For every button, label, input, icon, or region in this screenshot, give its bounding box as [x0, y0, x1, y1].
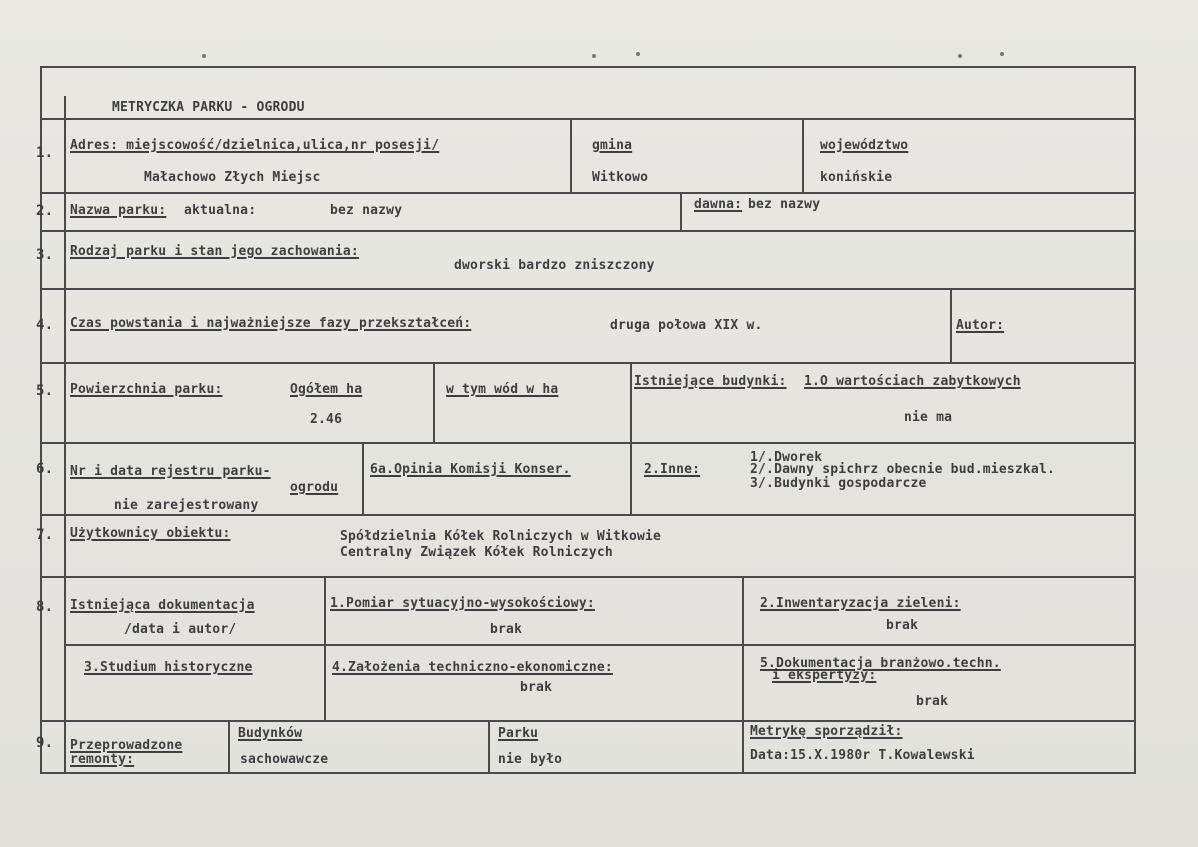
- park-area-label: Powierzchnia parku:: [70, 382, 223, 397]
- register-label-line2: ogrodu: [290, 480, 339, 495]
- wojewodztwo-label: województwo: [820, 138, 909, 153]
- technical-assumptions-value: brak: [520, 680, 553, 695]
- park-name-label: Nazwa parku:: [70, 203, 167, 218]
- survey-value: brak: [490, 622, 523, 637]
- register-label-line1: Nr i data rejestru parku-: [70, 464, 271, 479]
- documentation-label-line2: /data i autor/: [124, 622, 237, 637]
- buildings-repairs-value: sachowawcze: [240, 752, 329, 767]
- repairs-label-line1: Przeprowadzone: [70, 738, 183, 753]
- form-title: METRYCZKA PARKU - OGRODU: [112, 100, 305, 115]
- buildings-heritage-value: nie ma: [904, 410, 953, 425]
- form-table: [36, 66, 1136, 774]
- row-number: 2.: [36, 203, 54, 219]
- creation-time-value: druga połowa XIX w.: [610, 318, 763, 333]
- conservator-opinion-label: 6a.Opinia Komisji Konser.: [370, 462, 571, 477]
- branch-documentation-label-line2: i ekspertyzy:: [772, 668, 877, 683]
- row-number: 7.: [36, 527, 54, 543]
- row-number: 9.: [36, 735, 54, 751]
- repairs-label-line2: remonty:: [70, 752, 135, 767]
- row-number: 5.: [36, 383, 54, 399]
- row-number: 4.: [36, 317, 54, 333]
- users-value-line1: Spółdzielnia Kółek Rolniczych w Witkowie: [340, 529, 662, 544]
- punch-mark: [202, 54, 206, 58]
- park-name-current-label: aktualna:: [184, 203, 257, 218]
- other-buildings-label: 2.Inne:: [644, 462, 701, 477]
- greenery-inventory-value: brak: [886, 618, 919, 633]
- row-number: 3.: [36, 247, 54, 263]
- branch-documentation-label-line1: 5.Dokumentacja branżowo.techn.: [760, 656, 1001, 671]
- creation-time-label: Czas powstania i najważniejsze fazy przekształceń:: [70, 316, 472, 331]
- register-value: nie zarejestrowany: [114, 498, 259, 513]
- other-building-item: 2/.Dawny spichrz obecnie bud.mieszkal.: [750, 462, 1056, 477]
- users-value-line2: Centralny Związek Kółek Rolniczych: [340, 545, 613, 560]
- park-name-former-value: bez nazwy: [748, 197, 821, 212]
- documentation-label-line1: Istniejąca dokumentacja: [70, 598, 255, 613]
- park-type-label: Rodzaj parku i stan jego zachowania:: [70, 244, 359, 259]
- punch-mark: [958, 54, 962, 58]
- wojewodztwo-value: konińskie: [820, 170, 893, 185]
- park-name-current-value: bez nazwy: [330, 203, 403, 218]
- park-repairs-label: Parku: [498, 726, 539, 741]
- gmina-label: gmina: [592, 138, 633, 153]
- punch-mark: [1000, 52, 1004, 56]
- address-label: Adres: miejscowość/dzielnica,ulica,nr posesji/: [70, 138, 440, 153]
- punch-mark: [592, 54, 596, 58]
- punch-mark: [636, 52, 640, 56]
- technical-assumptions-label: 4.Założenia techniczno-ekonomiczne:: [332, 660, 613, 675]
- gmina-value: Witkowo: [592, 170, 649, 185]
- area-total-label: Ogółem ha: [290, 382, 363, 397]
- water-area-label: w tym wód w ha: [446, 382, 559, 397]
- users-label: Użytkownicy obiektu:: [70, 526, 231, 541]
- address-value: Małachowo Złych Miejsc: [144, 170, 321, 185]
- author-label: Autor:: [956, 318, 1005, 333]
- park-type-value: dworski bardzo zniszczony: [454, 258, 655, 273]
- buildings-label: Istniejące budynki:: [634, 374, 787, 389]
- survey-label: 1.Pomiar sytuacyjno-wysokościowy:: [330, 596, 595, 611]
- area-total-value: 2.46: [310, 412, 343, 427]
- other-building-item: 1/.Dworek: [750, 450, 823, 465]
- buildings-repairs-label: Budynków: [238, 726, 303, 741]
- park-name-former-label: dawna:: [694, 197, 743, 212]
- historical-study-label: 3.Studium historyczne: [84, 660, 253, 675]
- branch-documentation-value: brak: [916, 694, 949, 709]
- greenery-inventory-label: 2.Inwentaryzacja zieleni:: [760, 596, 961, 611]
- row-number: 8.: [36, 599, 54, 615]
- other-building-item: 3/.Budynki gospodarcze: [750, 476, 927, 491]
- prepared-by-value: Data:15.X.1980r T.Kowalewski: [750, 748, 975, 763]
- park-repairs-value: nie było: [498, 752, 563, 767]
- row-number: 1.: [36, 145, 54, 161]
- prepared-by-label: Metrykę sporządził:: [750, 724, 903, 739]
- row-number: 6.: [36, 461, 54, 477]
- buildings-heritage-label: 1.O wartościach zabytkowych: [804, 374, 1021, 389]
